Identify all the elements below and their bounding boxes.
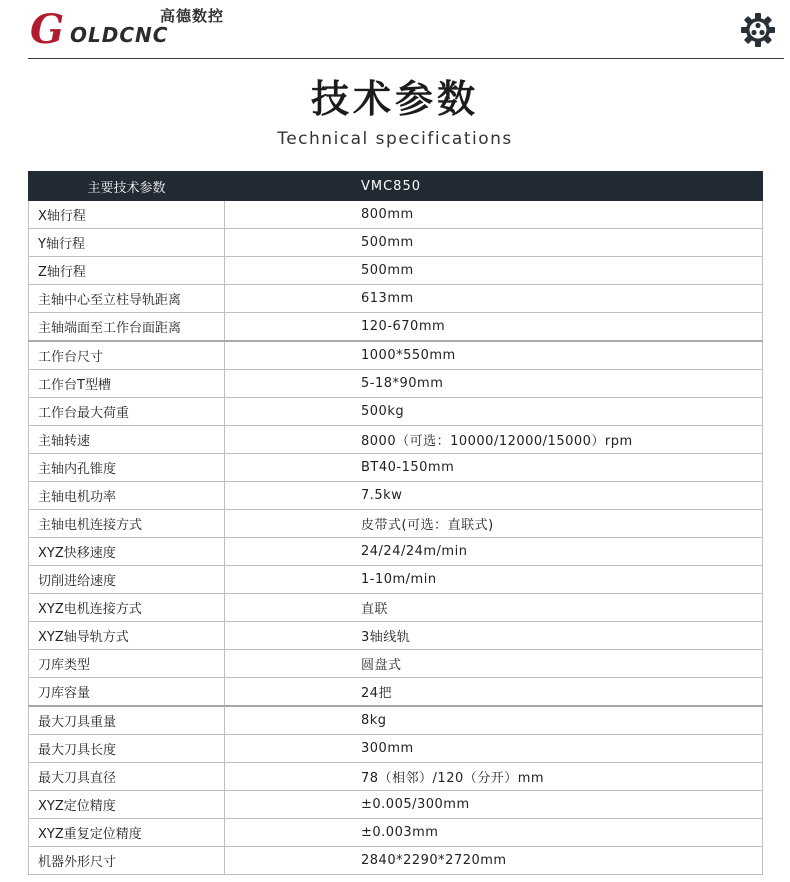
spec-value-cell: 24把 bbox=[225, 678, 763, 707]
spec-name-cell: XYZ定位精度 bbox=[29, 791, 225, 819]
spec-name-cell: 主轴转速 bbox=[29, 426, 225, 454]
column-header-model: VMC850 bbox=[225, 172, 763, 201]
spec-value-cell: 直联 bbox=[225, 594, 763, 622]
spec-name-cell: Z轴行程 bbox=[29, 257, 225, 285]
spec-name-cell: 最大刀具长度 bbox=[29, 735, 225, 763]
spec-name-cell: 主轴端面至工作台面距离 bbox=[29, 313, 225, 342]
table-row bbox=[29, 201, 763, 229]
spec-value-cell: 800mm bbox=[225, 201, 763, 229]
spec-value-cell: 5-18*90mm bbox=[225, 370, 763, 398]
table-row bbox=[29, 482, 763, 510]
page-subtitle: Technical specifications bbox=[277, 129, 513, 149]
table-row bbox=[29, 454, 763, 482]
table-row bbox=[29, 763, 763, 791]
spec-value-cell: 613mm bbox=[225, 285, 763, 313]
table-row bbox=[29, 847, 763, 875]
gear-icon[interactable] bbox=[741, 13, 775, 47]
spec-value-cell: 500mm bbox=[225, 257, 763, 285]
page-title: 技术参数 bbox=[310, 77, 479, 121]
table-row bbox=[29, 510, 763, 538]
table-row bbox=[29, 341, 763, 370]
table-row bbox=[29, 426, 763, 454]
spec-value-cell: 500kg bbox=[225, 398, 763, 426]
spec-value-cell: 7.5kw bbox=[225, 482, 763, 510]
spec-value-cell: 500mm bbox=[225, 229, 763, 257]
spec-name-cell: XYZ快移速度 bbox=[29, 538, 225, 566]
table-row bbox=[29, 791, 763, 819]
logo-word: OLDCNC bbox=[70, 23, 169, 47]
spec-name-cell: 机器外形尺寸 bbox=[29, 847, 225, 875]
spec-value-cell: BT40-150mm bbox=[225, 454, 763, 482]
spec-value-cell: 3轴线轨 bbox=[225, 622, 763, 650]
spec-name-cell: 主轴电机连接方式 bbox=[29, 510, 225, 538]
spec-value-cell: 2840*2290*2720mm bbox=[225, 847, 763, 875]
table-row bbox=[29, 229, 763, 257]
spec-name-cell: 主轴中心至立柱导轨距离 bbox=[29, 285, 225, 313]
table-row bbox=[29, 594, 763, 622]
spec-table bbox=[28, 171, 763, 875]
column-header-parameter: 主要技术参数 bbox=[29, 172, 225, 201]
spec-value-cell: 8kg bbox=[225, 706, 763, 735]
table-row bbox=[29, 257, 763, 285]
spec-name-cell: 刀库容量 bbox=[29, 678, 225, 707]
spec-name-cell: 切削进给速度 bbox=[29, 566, 225, 594]
spec-name-cell: 主轴内孔锥度 bbox=[29, 454, 225, 482]
table-row bbox=[29, 313, 763, 342]
header-divider bbox=[28, 58, 784, 59]
table-row bbox=[29, 370, 763, 398]
spec-value-cell: 120-670mm bbox=[225, 313, 763, 342]
table-row bbox=[29, 566, 763, 594]
spec-value-cell: 圆盘式 bbox=[225, 650, 763, 678]
table-row bbox=[29, 735, 763, 763]
spec-value-cell: 8000（可选：10000/12000/15000）rpm bbox=[225, 426, 763, 454]
spec-name-cell: 工作台最大荷重 bbox=[29, 398, 225, 426]
page-header bbox=[0, 0, 790, 58]
spec-name-cell: XYZ重复定位精度 bbox=[29, 819, 225, 847]
spec-value-cell: 78（相邻）/120（分开）mm bbox=[225, 763, 763, 791]
table-row bbox=[29, 650, 763, 678]
brand-logo[interactable] bbox=[30, 6, 240, 53]
spec-value-cell: ±0.005/300mm bbox=[225, 791, 763, 819]
table-row bbox=[29, 819, 763, 847]
spec-name-cell: 工作台尺寸 bbox=[29, 341, 225, 370]
spec-value-cell: 1-10m/min bbox=[225, 566, 763, 594]
spec-value-cell: 1000*550mm bbox=[225, 341, 763, 370]
spec-value-cell: 皮带式(可选：直联式) bbox=[225, 510, 763, 538]
spec-value-cell: ±0.003mm bbox=[225, 819, 763, 847]
spec-name-cell: 最大刀具直径 bbox=[29, 763, 225, 791]
spec-name-cell: XYZ电机连接方式 bbox=[29, 594, 225, 622]
table-row bbox=[29, 706, 763, 735]
logo-letter: G bbox=[30, 6, 63, 53]
spec-table-body bbox=[29, 201, 763, 875]
spec-name-cell: 工作台T型槽 bbox=[29, 370, 225, 398]
spec-name-cell: 刀库类型 bbox=[29, 650, 225, 678]
spec-name-cell: 最大刀具重量 bbox=[29, 706, 225, 735]
spec-name-cell: 主轴电机功率 bbox=[29, 482, 225, 510]
spec-value-cell: 300mm bbox=[225, 735, 763, 763]
logo-chinese-name: 高德数控 bbox=[160, 7, 225, 25]
table-row bbox=[29, 622, 763, 650]
spec-value-cell: 24/24/24m/min bbox=[225, 538, 763, 566]
table-row bbox=[29, 398, 763, 426]
table-row bbox=[29, 538, 763, 566]
spec-name-cell: XYZ轴导轨方式 bbox=[29, 622, 225, 650]
table-row bbox=[29, 285, 763, 313]
table-header-row bbox=[29, 172, 763, 201]
spec-name-cell: Y轴行程 bbox=[29, 229, 225, 257]
table-row bbox=[29, 678, 763, 707]
spec-name-cell: X轴行程 bbox=[29, 201, 225, 229]
